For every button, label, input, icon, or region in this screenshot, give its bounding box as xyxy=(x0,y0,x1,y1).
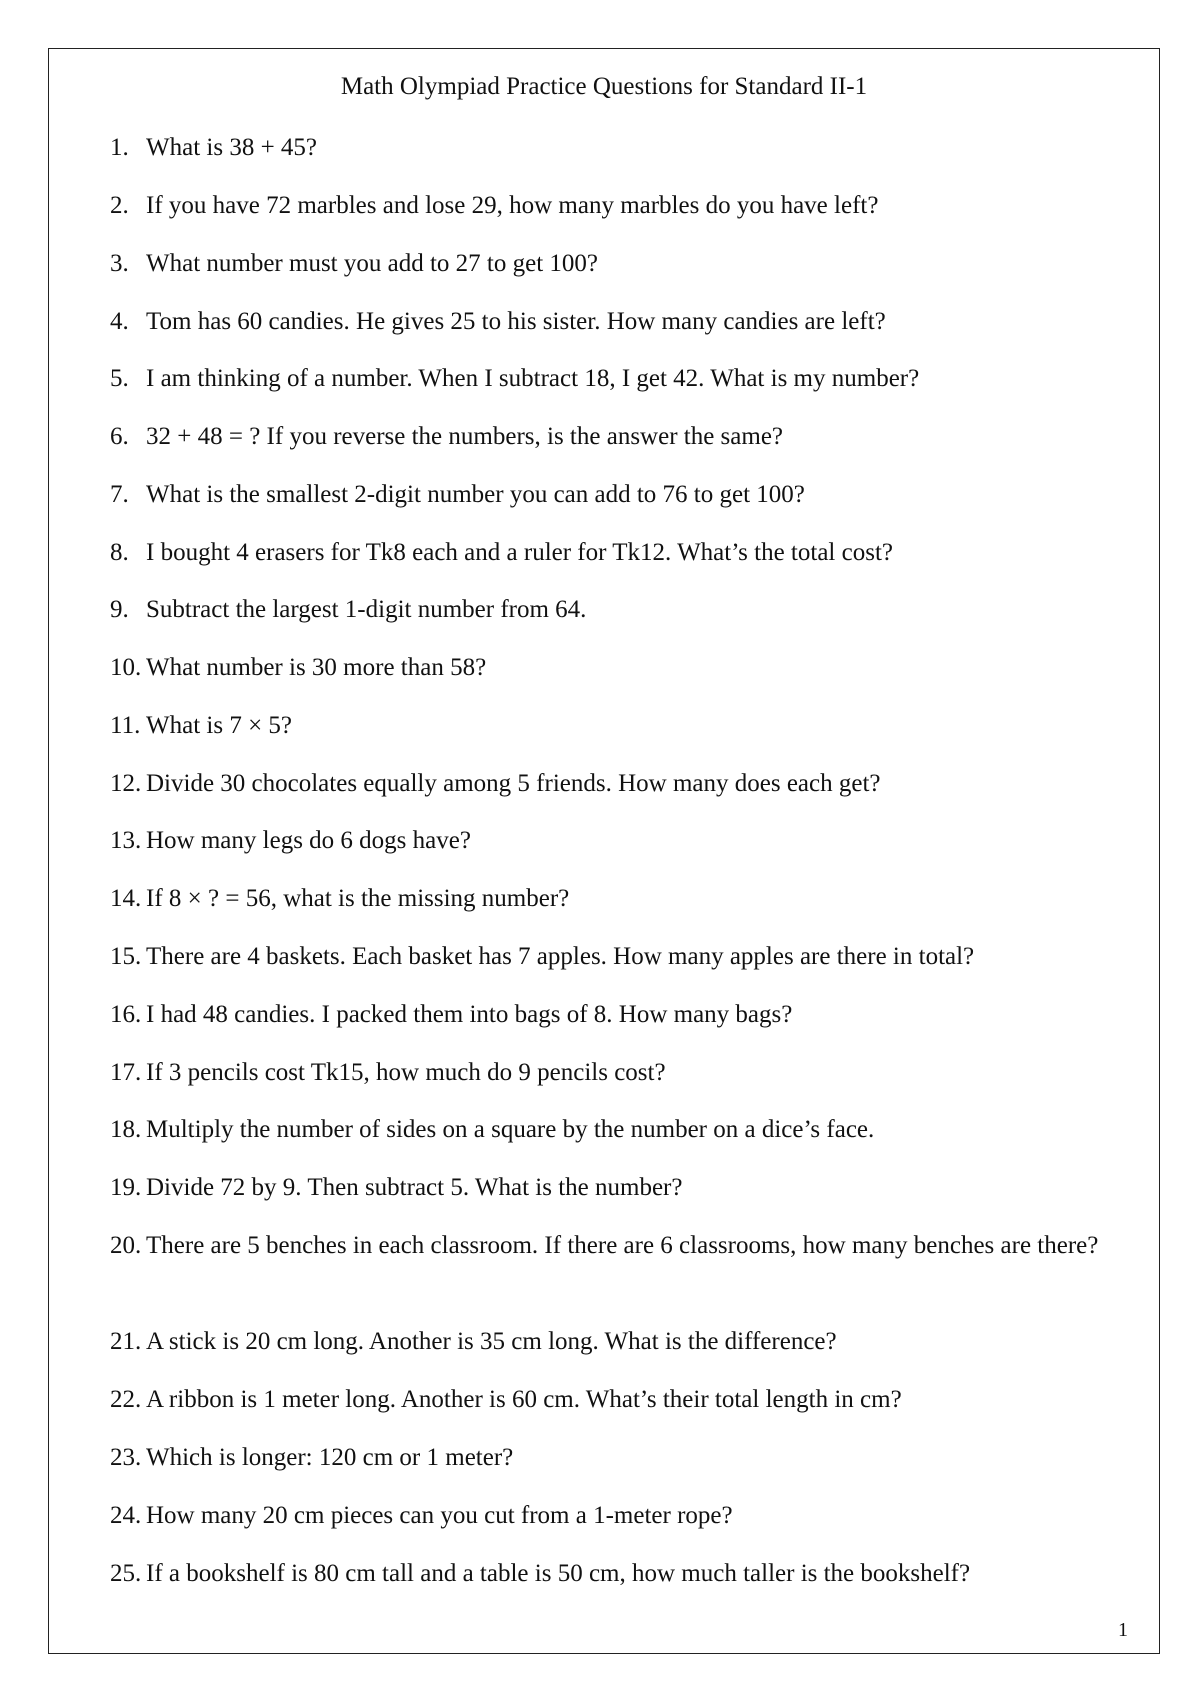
question-text: Subtract the largest 1-digit number from 64. xyxy=(146,596,587,623)
question-text: If 3 pencils cost Tk15, how much do 9 pencils cost? xyxy=(146,1059,666,1086)
question-number: 5. xyxy=(110,365,129,392)
question-number: 20. xyxy=(110,1232,142,1259)
question-item-2 xyxy=(110,187,1120,225)
question-item-10 xyxy=(110,649,1120,687)
question-text: I had 48 candies. I packed them into bags of 8. How many bags? xyxy=(146,1001,793,1028)
question-text: If 8 × ? = 56, what is the missing number? xyxy=(146,885,570,912)
question-text: There are 5 benches in each classroom. If there are 6 classrooms, how many benches are there? xyxy=(146,1232,1099,1259)
question-number: 25. xyxy=(110,1560,142,1587)
question-item-14 xyxy=(110,880,1120,918)
question-text: If a bookshelf is 80 cm tall and a table is 50 cm, how much taller is the bookshelf? xyxy=(146,1560,971,1587)
page-number: 1 xyxy=(1118,1619,1128,1641)
question-item-1 xyxy=(110,129,1120,167)
question-number: 21. xyxy=(110,1328,142,1355)
question-item-18 xyxy=(110,1111,1120,1149)
question-text: Which is longer: 120 cm or 1 meter? xyxy=(146,1444,514,1471)
page-title: Math Olympiad Practice Questions for Standard II-1 xyxy=(340,73,868,100)
question-number: 17. xyxy=(110,1059,142,1086)
question-item-7 xyxy=(110,476,1120,514)
question-text: I am thinking of a number. When I subtract 18, I get 42. What is my number? xyxy=(146,365,920,392)
question-item-12 xyxy=(110,765,1120,803)
question-number: 22. xyxy=(110,1386,142,1413)
question-number: 2. xyxy=(110,192,129,219)
question-item-24 xyxy=(110,1497,1120,1535)
question-number: 18. xyxy=(110,1116,142,1143)
question-text: What is 38 + 45? xyxy=(146,134,318,161)
question-item-15 xyxy=(110,938,1120,976)
question-number: 9. xyxy=(110,596,129,623)
question-item-13 xyxy=(110,822,1120,860)
question-item-21 xyxy=(110,1323,1120,1361)
question-item-8 xyxy=(110,534,1120,572)
question-number: 11. xyxy=(110,712,141,739)
question-number: 10. xyxy=(110,654,142,681)
question-number: 4. xyxy=(110,308,129,335)
question-number: 24. xyxy=(110,1502,142,1529)
question-text: I bought 4 erasers for Tk8 each and a ruler for Tk12. What’s the total cost? xyxy=(146,539,893,566)
question-item-3 xyxy=(110,245,1120,283)
question-text: Divide 30 chocolates equally among 5 friends. How many does each get? xyxy=(146,770,881,797)
question-number: 7. xyxy=(110,481,129,508)
question-item-6 xyxy=(110,418,1120,456)
question-item-16 xyxy=(110,996,1120,1034)
question-number: 1. xyxy=(110,134,129,161)
question-number: 6. xyxy=(110,423,129,450)
question-text: What number is 30 more than 58? xyxy=(146,654,487,681)
question-text: There are 4 baskets. Each basket has 7 apples. How many apples are there in total? xyxy=(146,943,975,970)
question-item-17 xyxy=(110,1054,1120,1092)
question-number: 12. xyxy=(110,770,142,797)
question-item-4 xyxy=(110,303,1120,341)
question-number: 13. xyxy=(110,827,142,854)
question-text: Divide 72 by 9. Then subtract 5. What is the number? xyxy=(146,1174,683,1201)
question-text: A ribbon is 1 meter long. Another is 60 cm. What’s their total length in cm? xyxy=(146,1386,902,1413)
question-text: If you have 72 marbles and lose 29, how many marbles do you have left? xyxy=(146,192,879,219)
question-number: 16. xyxy=(110,1001,142,1028)
question-number: 3. xyxy=(110,250,129,277)
question-text: Tom has 60 candies. He gives 25 to his sister. How many candies are left? xyxy=(146,308,886,335)
question-item-20 xyxy=(110,1227,1120,1265)
question-number: 19. xyxy=(110,1174,142,1201)
question-number: 8. xyxy=(110,539,129,566)
question-number: 23. xyxy=(110,1444,142,1471)
question-number: 14. xyxy=(110,885,142,912)
question-item-22 xyxy=(110,1381,1120,1419)
question-item-5 xyxy=(110,360,1120,398)
question-text: What is the smallest 2-digit number you can add to 76 to get 100? xyxy=(146,481,805,508)
question-text: How many 20 cm pieces can you cut from a 1-meter rope? xyxy=(146,1502,733,1529)
question-text: What is 7 × 5? xyxy=(146,712,293,739)
question-number: 15. xyxy=(110,943,142,970)
question-text: What number must you add to 27 to get 100? xyxy=(146,250,599,277)
question-item-9 xyxy=(110,591,1120,629)
question-item-25 xyxy=(110,1555,1120,1593)
question-item-23 xyxy=(110,1439,1120,1477)
question-item-19 xyxy=(110,1169,1120,1207)
question-text: 32 + 48 = ? If you reverse the numbers, is the answer the same? xyxy=(146,423,784,450)
question-text: A stick is 20 cm long. Another is 35 cm long. What is the difference? xyxy=(146,1328,837,1355)
question-text: Multiply the number of sides on a square by the number on a dice’s face. xyxy=(146,1116,875,1143)
question-item-11 xyxy=(110,707,1120,745)
question-text: How many legs do 6 dogs have? xyxy=(146,827,471,854)
